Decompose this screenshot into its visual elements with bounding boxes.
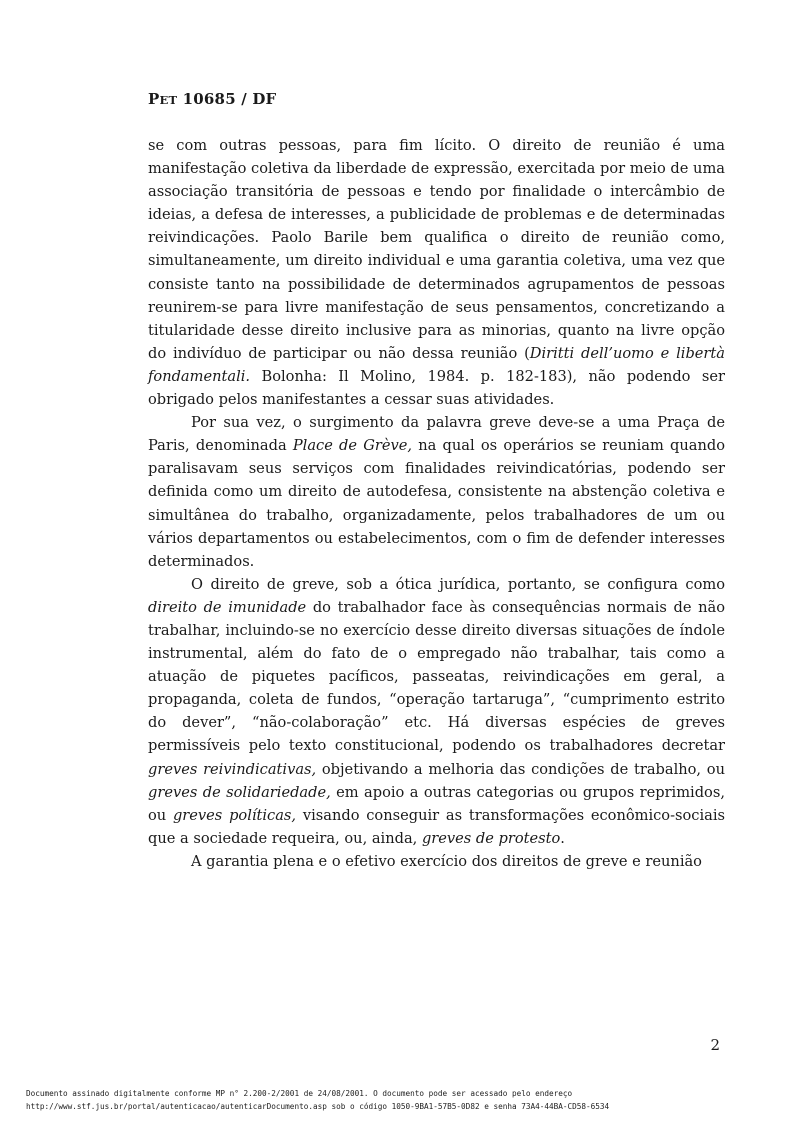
text-span: se com outras pessoas, para fim lícito. O direito de reunião é uma manifestação coletiva da liberdade de expressão, exercitada por meio de uma associação transitória de pessoas e tendo por finalidade o intercâmbio de ideias, a defesa de interesses, a publicidade de problemas e de determinadas reivindicações. Paolo Barile bem qualifica o direito de reunião como, simultaneamente, um direito individual e uma garantia coletiva, uma vez que consiste tanto na possibilidade de determinados agrupamentos de pessoas reunirem-se para livre manifestação de seus pensamentos, concretizando a titularidade desse direito inclusive para as minorias, quanto na livre opção do indivíduo de participar ou não dessa reunião ( [148, 137, 725, 362]
text-span: visando conseguir as transformações econômico-sociais que a sociedade requeira, ou, ainda, [148, 806, 725, 847]
italic-term: greves de solidariedade, [148, 783, 331, 801]
italic-citation: Diritti dell’uomo e libertà fondamentali. [148, 344, 725, 385]
header-smallcaps: ET [159, 93, 178, 107]
italic-term: greves políticas, [172, 806, 297, 824]
paragraph-garantia [148, 850, 725, 873]
text-span: A garantia plena e o efetivo exercício dos direitos de greve e reunião [191, 852, 702, 870]
text-span: Por sua vez, o surgimento da palavra greve deve-se a uma Praça de Paris, denominada [148, 414, 725, 455]
footer-verification-link[interactable]: http://www.stf.jus.br/portal/autenticacao/autenticarDocumento.asp sob o código 1050-9BA1-57B5-0D82 e senha 73A4-44BA-CD58-6534 [26, 1102, 610, 1111]
paragraph-reuniao [148, 134, 725, 411]
text-span: O direito de greve, sob a ótica jurídica, portanto, se configura como [191, 575, 725, 593]
footer-signature-line: Documento assinado digitalmente conforme MP n° 2.200-2/2001 de 24/08/2001. O documento pode ser acessado pelo endereço [26, 1089, 573, 1098]
page-header [148, 90, 276, 108]
paragraph-greve-juridica [148, 573, 725, 850]
text-span: Bolonha: Il Molino, 1984. p. 182-183), não podendo ser obrigado pelos manifestantes a cessar suas atividades. [148, 367, 725, 409]
italic-term: direito de imunidade [148, 598, 307, 616]
paragraph-greve-origem [148, 411, 725, 573]
page-number: 2 [710, 1036, 720, 1054]
italic-term: greves reivindicativas, [148, 760, 317, 778]
header-initial: P [148, 90, 160, 108]
text-span: em apoio a outras categorias ou grupos reprimidos, ou [148, 783, 725, 824]
document-body [148, 134, 725, 873]
signature-footer [26, 1087, 786, 1113]
text-span: do trabalhador face às consequências normais de não trabalhar, incluindo-se no exercício desse direito diversas situações de índole instrumental, além do fato de o empregado não trabalhar, tais como a atuação de piquetes pacíficos, passeatas, reivindicações em geral, a propaganda, coleta de fundos, “operação tartaruga”, “cumprimento estrito do dever”, “não-colaboração” etc. Há diversas espécies de greves permissíveis pelo texto constitucional, podendo os trabalhadores decretar [148, 598, 725, 755]
text-span: . [560, 829, 565, 847]
header-case-number: 10685 / DF [177, 90, 277, 108]
text-span: objetivando a melhoria das condições de trabalho, ou [316, 760, 725, 778]
italic-term: greves de protesto [421, 829, 561, 847]
italic-term: Place de Grève, [292, 437, 413, 455]
text-span: na qual os operários se reuniam quando paralisavam seus serviços com finalidades reivindicatórias, podendo ser definida como um direito de autodefesa, consistente na abstenção coletiva e simultânea do trabalho, organizadamente, pelos trabalhadores de um ou vários departamentos ou estabelecimentos, com o fim de defender interesses determinados. [148, 437, 725, 570]
